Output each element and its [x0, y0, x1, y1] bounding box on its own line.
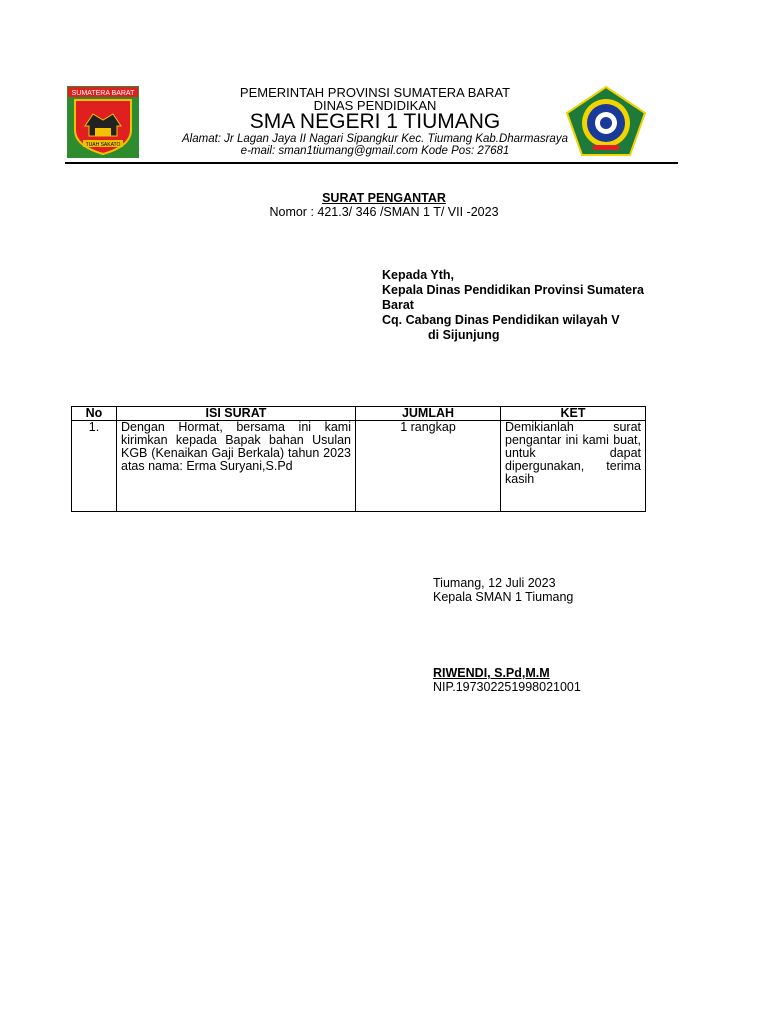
- header-school-name: SMA NEGERI 1 TIUMANG: [249, 110, 501, 133]
- table-header-row: [72, 407, 646, 421]
- header-department: DINAS PENDIDIKAN: [313, 98, 437, 113]
- header-jumlah: JUMLAH: [356, 407, 501, 421]
- recipient-line-2: Barat: [382, 298, 414, 312]
- signature-position: Kepala SMAN 1 Tiumang: [433, 590, 574, 604]
- header-ket: KET: [501, 407, 646, 421]
- recipient-line-4: di Sijunjung: [428, 328, 500, 342]
- cell-jumlah: 1 rangkap: [356, 421, 501, 512]
- letter-number: Nomor : 421.3/ 346 /SMAN 1 T/ VII -2023: [269, 205, 499, 219]
- recipient-line-3: Cq. Cabang Dinas Pendidikan wilayah V: [382, 313, 620, 327]
- signature-nip: NIP.197302251998021001: [433, 680, 581, 694]
- signature-place-date: Tiumang, 12 Juli 2023: [433, 576, 556, 590]
- cell-isi-surat: Dengan Hormat, bersama ini kami kirimkan kepada Bapak bahan Usulan KGB (Kenaikan Gaji Berkala) tahun 2023 atas nama: Erma Suryani,S.Pd: [117, 421, 356, 512]
- signature-name: RIWENDI, S.Pd,M.M: [433, 666, 550, 680]
- header-no: No: [72, 407, 117, 421]
- cell-no: 1.: [72, 421, 117, 512]
- province-logo-bottom-text: TUAH SAKATO: [85, 142, 121, 148]
- letter-table: [71, 406, 646, 512]
- header-divider: [65, 162, 678, 164]
- header-isi-surat: ISI SURAT: [117, 407, 356, 421]
- recipient-line-1: Kepala Dinas Pendidikan Provinsi Sumatera: [382, 283, 644, 297]
- province-logo: [67, 86, 139, 158]
- letter-title: SURAT PENGANTAR: [322, 191, 446, 205]
- table-row: [72, 421, 646, 512]
- province-logo-top-text: SUMATERA BARAT: [71, 90, 135, 97]
- header-address: Alamat: Jr Lagan Jaya II Nagari Sipangkur Kec. Tiumang Kab.Dharmasraya: [182, 133, 568, 145]
- recipient-greeting: Kepada Yth,: [382, 268, 455, 282]
- header-contact: e-mail: sman1tiumang@gmail.com Kode Pos: 27681: [240, 145, 510, 157]
- header-government: PEMERINTAH PROVINSI SUMATERA BARAT: [239, 85, 511, 100]
- cell-ket: Demikianlah surat pengantar ini kami buat, untuk dapat dipergunakan, terima kasih: [501, 421, 646, 512]
